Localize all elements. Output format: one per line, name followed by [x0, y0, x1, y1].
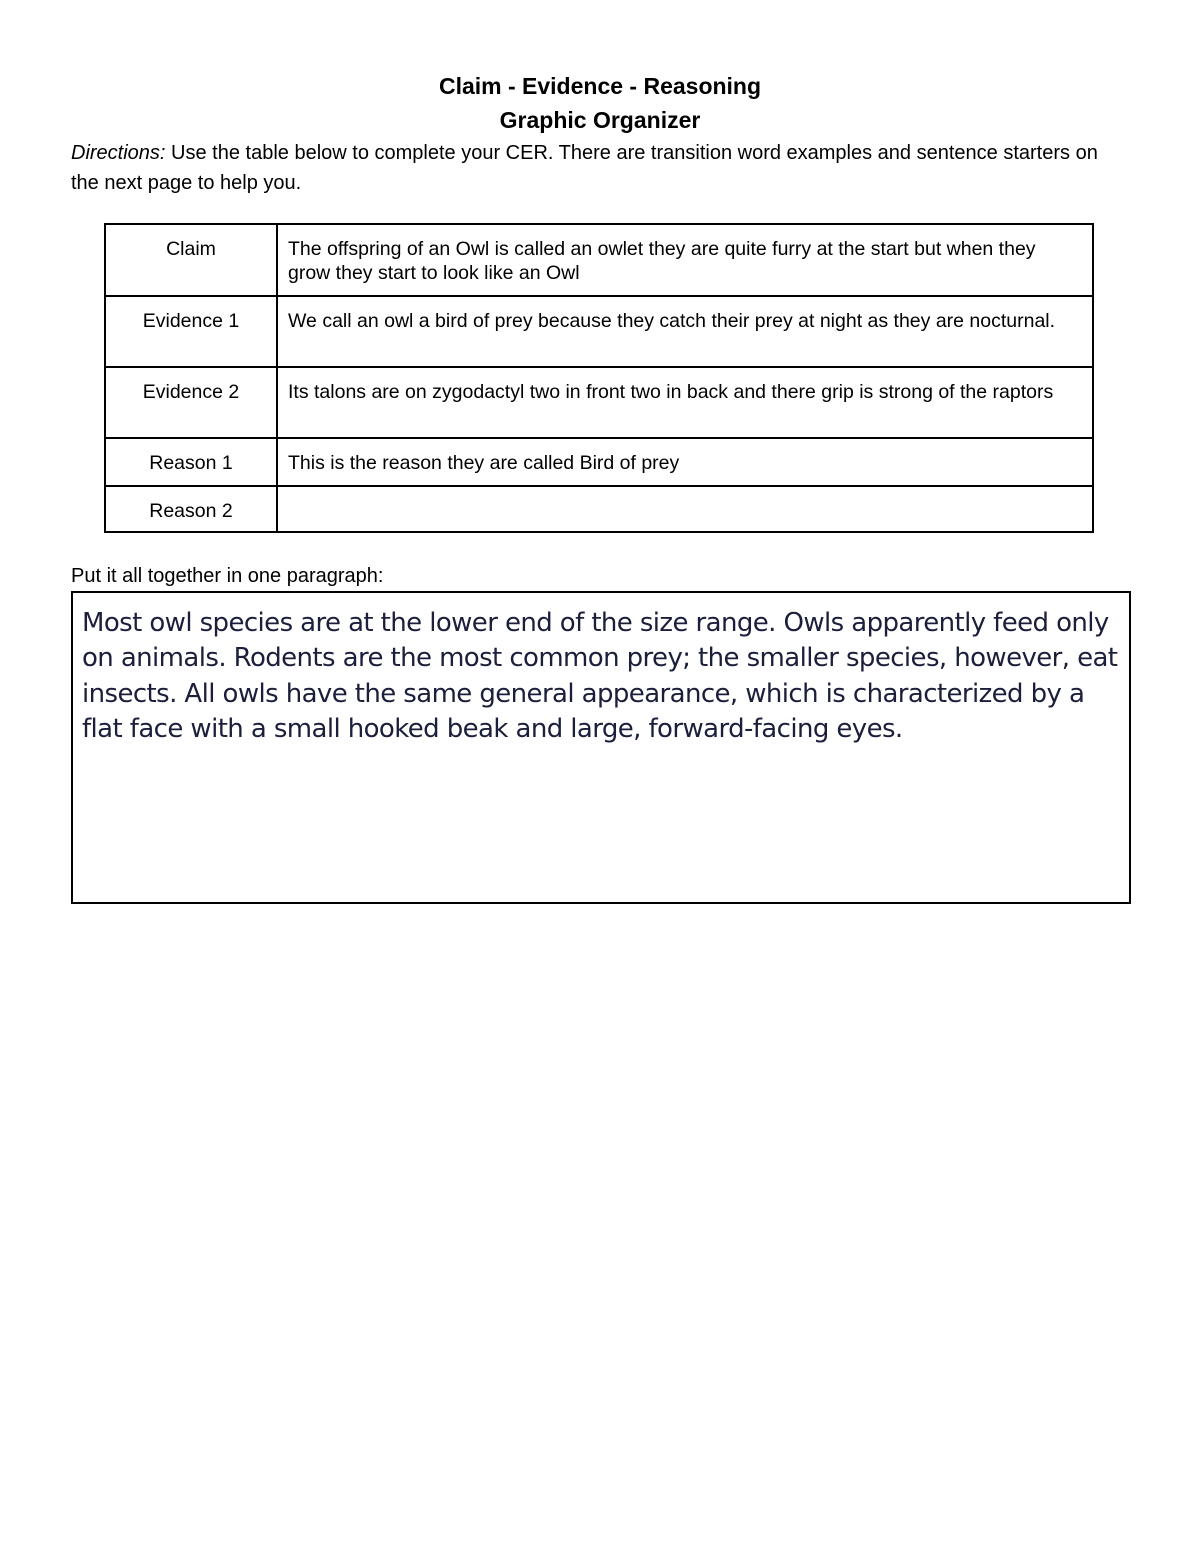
- row-label: Reason 2: [105, 486, 277, 532]
- paragraph-text: Most owl species are at the lower end of the size range. Owls apparently feed only on animals. Rodents are the most common prey; the smaller species, however, eat insects. All owls have the same general appearance, which is characterized by a flat face with a small hooked beak and large, forward-facing eyes.: [82, 608, 1118, 744]
- row-label: Reason 1: [105, 438, 277, 486]
- table-row-reason-1: [105, 438, 1093, 486]
- directions-text: Use the table below to complete your CER. There are transition word examples and sentence starters on the next page to help you.: [71, 142, 1098, 194]
- page-subtitle: Graphic Organizer: [499, 107, 701, 133]
- row-value[interactable]: [277, 486, 1093, 532]
- row-label: Evidence 2: [105, 367, 277, 438]
- directions: [71, 138, 1131, 198]
- table-row-claim: [105, 224, 1093, 296]
- table-row-evidence-2: [105, 367, 1093, 438]
- row-value[interactable]: Its talons are on zygodactyl two in front two in back and there grip is strong of the raptors: [277, 367, 1093, 438]
- paragraph-label: Put it all together in one paragraph:: [71, 565, 384, 587]
- directions-label: Directions:: [71, 142, 166, 164]
- row-value[interactable]: This is the reason they are called Bird of prey: [277, 438, 1093, 486]
- cer-table: [104, 223, 1094, 533]
- page-title: Claim - Evidence - Reasoning: [438, 73, 762, 99]
- row-value[interactable]: We call an owl a bird of prey because they catch their prey at night as they are nocturnal.: [277, 296, 1093, 367]
- table-row-reason-2: [105, 486, 1093, 532]
- paragraph-box[interactable]: [71, 591, 1131, 904]
- row-value[interactable]: The offspring of an Owl is called an owlet they are quite furry at the start but when they grow they start to look like an Owl: [277, 224, 1093, 296]
- row-label: Claim: [105, 224, 277, 296]
- row-label: Evidence 1: [105, 296, 277, 367]
- table-row-evidence-1: [105, 296, 1093, 367]
